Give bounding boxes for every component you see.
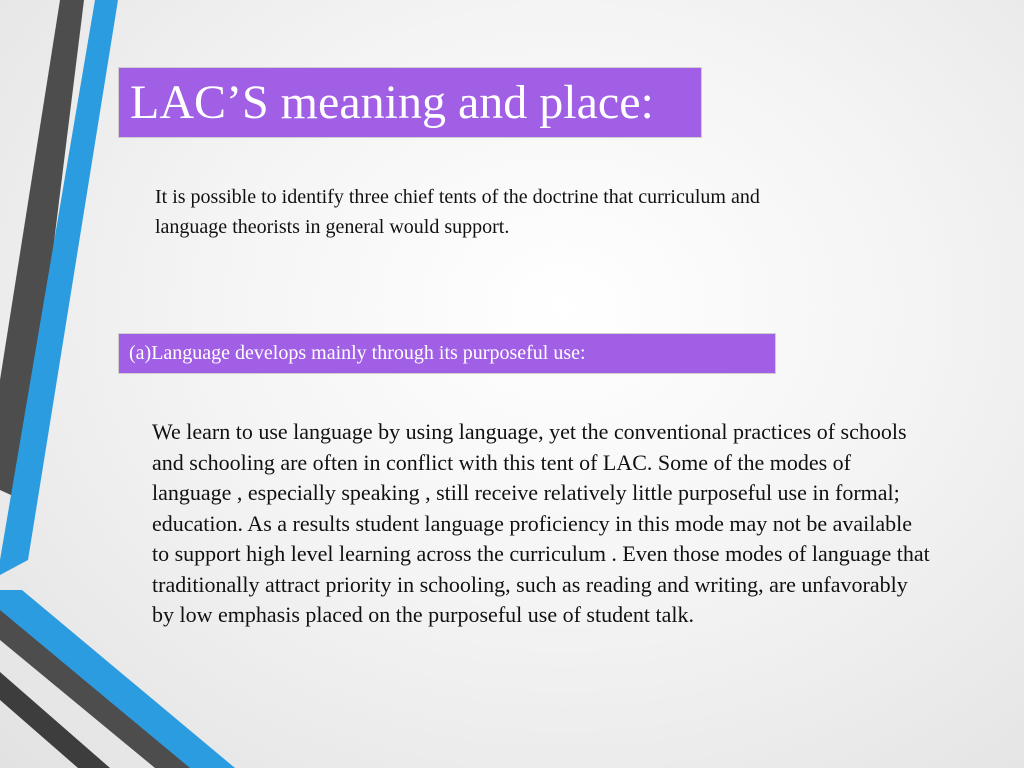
point-heading-banner	[118, 333, 776, 374]
body-paragraph: We learn to use language by using language, yet the conventional practices of schools and schooling are often in conflict with this tent of LAC. Some of the modes of language , especially speaking , still receive relatively little purposeful use in formal; education. As a results student language proficiency in this mode may not be available to support high level learning across the curriculum . Even those modes of language that traditionally attract priority in schooling, such as reading and writing, are unfavorably by low emphasis placed on the purposeful use of student talk.	[152, 419, 930, 627]
title-banner	[118, 67, 702, 138]
point-heading: (a)Language develops mainly through its purposeful use:	[129, 342, 586, 364]
intro-paragraph: It is possible to identify three chief tents of the doctrine that curriculum and language theorists in general would support.	[155, 186, 760, 238]
slide-title: LAC’S meaning and place:	[130, 75, 654, 129]
